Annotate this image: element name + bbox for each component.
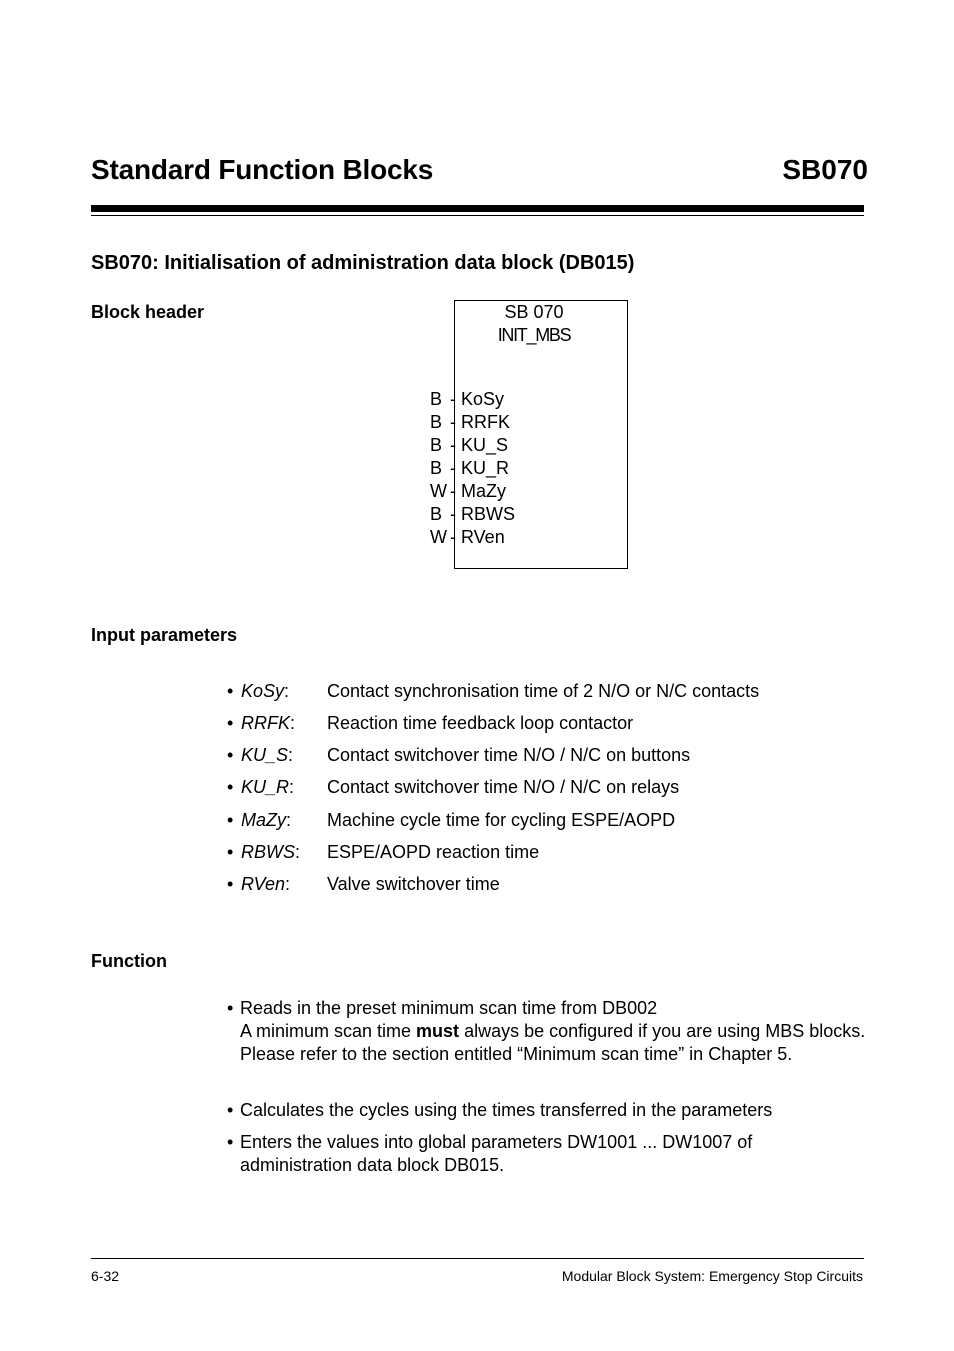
- param-desc: Machine cycle time for cycling ESPE/AOPD: [327, 810, 676, 830]
- function-item-text: Enters the values into global parameters DW1001 ... DW1007 of administration data block DB015.: [240, 1132, 753, 1175]
- pin-name: RVen: [461, 527, 505, 547]
- param-desc: Contact switchover time N/O / N/C on relays: [327, 777, 680, 797]
- pin-type: W: [430, 527, 447, 547]
- function-label: Function: [91, 951, 167, 971]
- param-name: MaZy: [241, 810, 286, 830]
- pin-type: B: [430, 458, 443, 478]
- function-item-text: Reads in the preset minimum scan time from DB002: [240, 998, 658, 1018]
- param-desc: Contact synchronisation time of 2 N/O or N/C contacts: [327, 681, 760, 701]
- footer-doc-title: Modular Block System: Emergency Stop Circuits: [561, 1268, 863, 1284]
- pin-type: B: [430, 412, 443, 432]
- pin-name: KU_R: [461, 458, 510, 478]
- param-name: RRFK: [241, 713, 290, 733]
- param-item: • KU_R: Contact switchover time N/O / N/C on relays: [227, 777, 680, 797]
- pin-type: W: [430, 481, 447, 501]
- param-desc: Valve switchover time: [327, 874, 500, 894]
- param-name: KoSy: [241, 681, 285, 701]
- pin-type: B: [430, 435, 443, 455]
- header-title: Standard Function Blocks: [91, 154, 434, 185]
- param-desc: ESPE/AOPD reaction time: [327, 842, 540, 862]
- block-header-label: Block header: [91, 302, 205, 322]
- block-pin: B - RRFK: [430, 412, 510, 432]
- block-pin: W - MaZy: [430, 481, 506, 501]
- param-name: RVen: [241, 874, 286, 894]
- block-subname: INIT_MBS: [497, 325, 571, 345]
- param-item: • RRFK: Reaction time feedback loop contactor: [227, 713, 634, 733]
- pin-name: KU_S: [461, 435, 509, 455]
- param-item: • RVen: Valve switchover time: [227, 874, 500, 894]
- function-item-note: A minimum scan time must always be configured if you are using MBS blocks. Please refer to the section entitled “Minimum scan time” in Chapter 5.: [240, 1021, 866, 1064]
- block-pin: B - RBWS: [430, 504, 515, 524]
- function-item: • Reads in the preset minimum scan time from DB002 A minimum scan time must always be configured if you are using MBS blocks. Please refer to the section entitled “Minimum scan time” in Chapter 5.: [227, 998, 866, 1064]
- pin-name: KoSy: [461, 389, 505, 409]
- pin-type: B: [430, 389, 443, 409]
- param-name: KU_R: [241, 777, 290, 797]
- footer-rule: [91, 1258, 864, 1259]
- block-name: SB 070: [504, 302, 564, 322]
- pin-type: B: [430, 504, 443, 524]
- emphasis-must: must: [416, 1021, 460, 1041]
- pin-name: RRFK: [461, 412, 510, 432]
- param-desc: Reaction time feedback loop contactor: [327, 713, 634, 733]
- param-item: • MaZy: Machine cycle time for cycling ESPE/AOPD: [227, 810, 676, 830]
- block-pin: B - KU_S: [430, 435, 509, 455]
- param-name: RBWS: [241, 842, 295, 862]
- page-number: 6-32: [91, 1268, 120, 1284]
- header-rule-thick: [91, 205, 864, 212]
- function-item: • Enters the values into global parameters DW1001 ... DW1007 of administration data block DB015.: [227, 1131, 867, 1177]
- param-desc: Contact switchover time N/O / N/C on buttons: [327, 745, 691, 765]
- block-pin: W - RVen: [430, 527, 505, 547]
- block-pin: B - KoSy: [430, 389, 505, 409]
- block-pin: B - KU_R: [430, 458, 510, 478]
- param-name: KU_S: [241, 745, 289, 765]
- function-item: • Calculates the cycles using the times transferred in the parameters: [227, 1099, 867, 1122]
- pin-name: MaZy: [461, 481, 506, 501]
- function-item-text: Calculates the cycles using the times transferred in the parameters: [240, 1100, 773, 1120]
- input-parameters-label: Input parameters: [91, 625, 238, 645]
- header-rule-thin: [91, 215, 864, 216]
- section-title: SB070: Initialisation of administration data block (DB015): [91, 252, 635, 274]
- header-code: SB070: [782, 154, 868, 185]
- pin-name: RBWS: [461, 504, 515, 524]
- param-item: • KU_S: Contact switchover time N/O / N/C on buttons: [227, 745, 691, 765]
- param-item: • KoSy: Contact synchronisation time of 2 N/O or N/C contacts: [227, 681, 760, 701]
- param-item: • RBWS: ESPE/AOPD reaction time: [227, 842, 540, 862]
